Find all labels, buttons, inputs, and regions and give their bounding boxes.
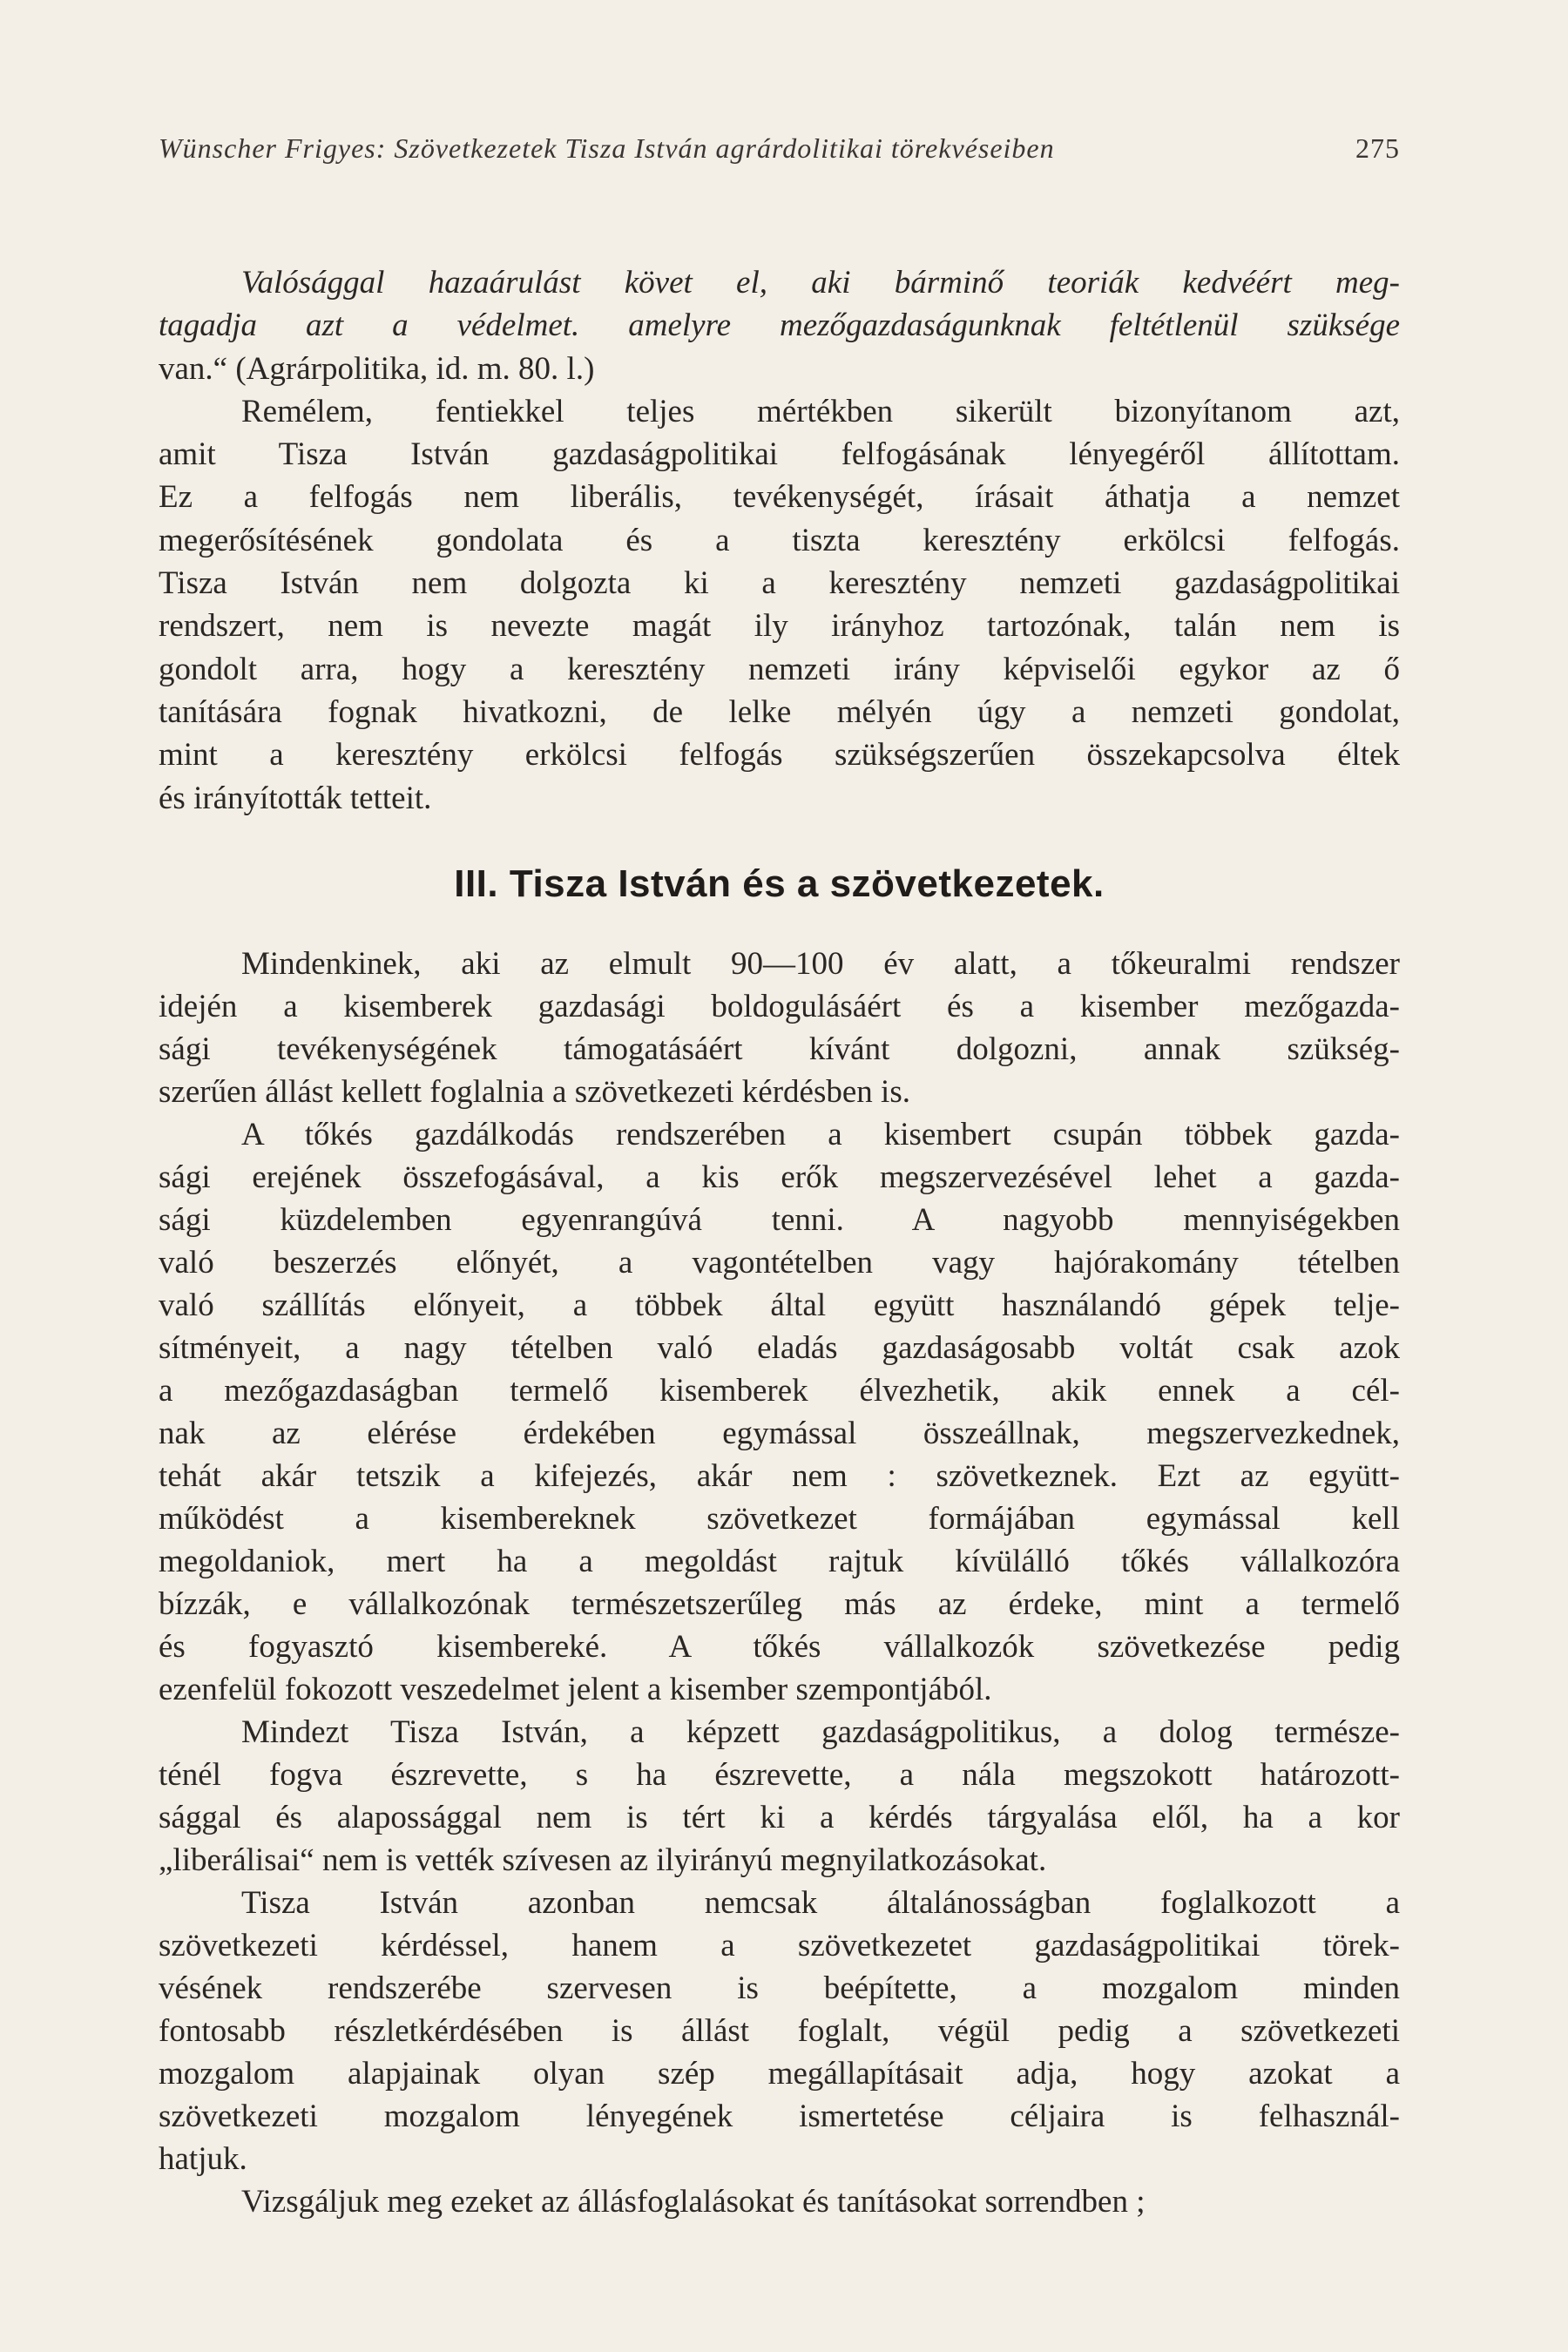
running-title: Wünscher Frigyes: Szövetkezetek Tisza István agrárdolitikai törekvéseiben (159, 132, 1055, 164)
quote-line (159, 348, 1400, 390)
paragraph-line: idején a kisemberek gazdasági boldogulásáért és a kisember mezőgazda- (159, 989, 1400, 1024)
quote-line: tagadja azt a védelmet. amelyre mezőgazdaságunknak feltétlenül szüksége (159, 308, 1400, 344)
paragraph-line: mint a keresztény erkölcsi felfogás szükségszerűen összekapcsolva éltek (159, 737, 1400, 774)
paragraph-line: tanítására fognak hivatkozni, de lelke mélyén úgy a nemzeti gondolat, (159, 693, 1400, 730)
paragraph-line: sítményeit, a nagy tételben való eladás gazdaságosabb voltát csak azok (159, 1330, 1400, 1366)
section-heading: III. Tisza István és a szövetkezetek. (454, 862, 1105, 905)
paragraph-line: a mezőgazdaságban termelő kisemberek élvezhetik, akik ennek a cél- (159, 1373, 1400, 1409)
paragraph-line: sági tevékenységének támogatásáért kívánt dolgozni, annak szükség- (159, 1031, 1400, 1067)
paragraph-line: Tisza István nem dolgozta ki a keresztény nemzeti gazdaságpolitikai (159, 565, 1400, 602)
running-header (159, 132, 1400, 176)
paragraph-line: rendszert, nem is nevezte magát ily irányhoz tartozónak, talán nem is (159, 608, 1400, 645)
paragraph-line: Ez a felfogás nem liberális, tevékenységét, írásait áthatja a nemzet (159, 479, 1400, 516)
paragraph-line: Mindezt Tisza István, a képzett gazdaságpolitikus, a dolog természe- (241, 1714, 1400, 1750)
paragraph-line: „liberálisai“ nem is vették szívesen az ilyirányú megnyilatkozásokat. (159, 1842, 1047, 1878)
paragraph-line: való szállítás előnyeit, a többek által együtt használandó gépek telje- (159, 1288, 1400, 1323)
paragraph-line: szerűen állást kellett foglalnia a szövetkezeti kérdésben is. (159, 1074, 910, 1110)
paragraph-line: vésének rendszerébe szervesen is beépítette, a mozgalom minden (159, 1970, 1400, 2006)
paragraph-line: Vizsgáljuk meg ezeket az állásfoglalásokat és tanításokat sorrendben ; (241, 2184, 1146, 2220)
paragraph-line: amit Tisza István gazdaságpolitikai felfogásának lényegéről állítottam. (159, 436, 1400, 473)
paragraph-line: A tőkés gazdálkodás rendszerében a kisembert csupán többek gazda- (241, 1117, 1400, 1152)
lower-text-block (159, 943, 1400, 2223)
paragraph-line: mozgalom alapjainak olyan szép megállapításait adja, hogy azokat a (159, 2056, 1400, 2092)
paragraph-line: hatjuk. (159, 2141, 247, 2177)
quote-line-text: van.“ (Agrárpolitika, id. m. 80. l.) (159, 350, 595, 387)
paragraph-line: sági küzdelemben egyenrangúvá tenni. A nagyobb mennyiségekben (159, 1202, 1400, 1238)
quote-line: Valósággal hazaárulást követ el, aki bárminő teoriák kedvéért meg- (241, 265, 1400, 301)
paragraph-line: nak az elérése érdekében egymással összeállnak, megszervezkednek, (159, 1416, 1400, 1451)
paragraph-line: ezenfelül fokozott veszedelmet jelent a kisember szempontjából. (159, 1672, 992, 1707)
paragraph-line: való beszerzés előnyét, a vagontételben vagy hajórakomány tételben (159, 1245, 1400, 1281)
paragraph-line: szövetkezeti kérdéssel, hanem a szövetkezetet gazdaságpolitikai törek- (159, 1928, 1400, 1963)
paragraph-line: gondolt arra, hogy a keresztény nemzeti irány képviselői egykor az ő (159, 651, 1400, 687)
paragraph-line: fontosabb részletkérdésében is állást foglalt, végül pedig a szövetkezeti (159, 2013, 1400, 2049)
paragraph-line: megerősítésének gondolata és a tiszta keresztény erkölcsi felfogás. (159, 522, 1400, 558)
paragraph-line: sági erejének összefogásával, a kis erők megszervezésével lehet a gazda- (159, 1159, 1400, 1195)
paragraph-line: és irányították tetteit. (159, 780, 432, 816)
paragraph-line: Tisza István azonban nemcsak általánosságban foglalkozott a (241, 1885, 1400, 1921)
paragraph-line: szövetkezeti mozgalom lényegének ismertetése céljaira is felhasznál- (159, 2099, 1400, 2134)
paragraph-line: ténél fogva észrevette, s ha észrevette, a nála megszokott határozott- (159, 1757, 1400, 1793)
page-number: 275 (1355, 132, 1400, 164)
paragraph-line: működést a kisembereknek szövetkezet formájában egymással kell (159, 1501, 1400, 1537)
paragraph-line: Remélem, fentiekkel teljes mértékben sikerült bizonyítanom azt, (241, 393, 1400, 429)
paragraph-line: sággal és alapossággal nem is tért ki a kérdés tárgyalása elől, ha a kor (159, 1800, 1400, 1835)
paragraph-line: és fogyasztó kisembereké. A tőkés vállalkozók szövetkezése pedig (159, 1629, 1400, 1665)
paragraph-line: Mindenkinek, aki az elmult 90—100 év alatt, a tőkeuralmi rendszer (241, 946, 1400, 982)
upper-text-block (159, 261, 1400, 820)
paragraph-line: megoldaniok, mert ha a megoldást rajtuk kívülálló tőkés vállalkozóra (159, 1544, 1400, 1579)
paragraph-line: tehát akár tetszik a kifejezés, akár nem : szövetkeznek. Ezt az együtt- (159, 1458, 1400, 1494)
paragraph-line: bízzák, e vállalkozónak természetszerűleg más az érdeke, mint a termelő (159, 1586, 1400, 1622)
